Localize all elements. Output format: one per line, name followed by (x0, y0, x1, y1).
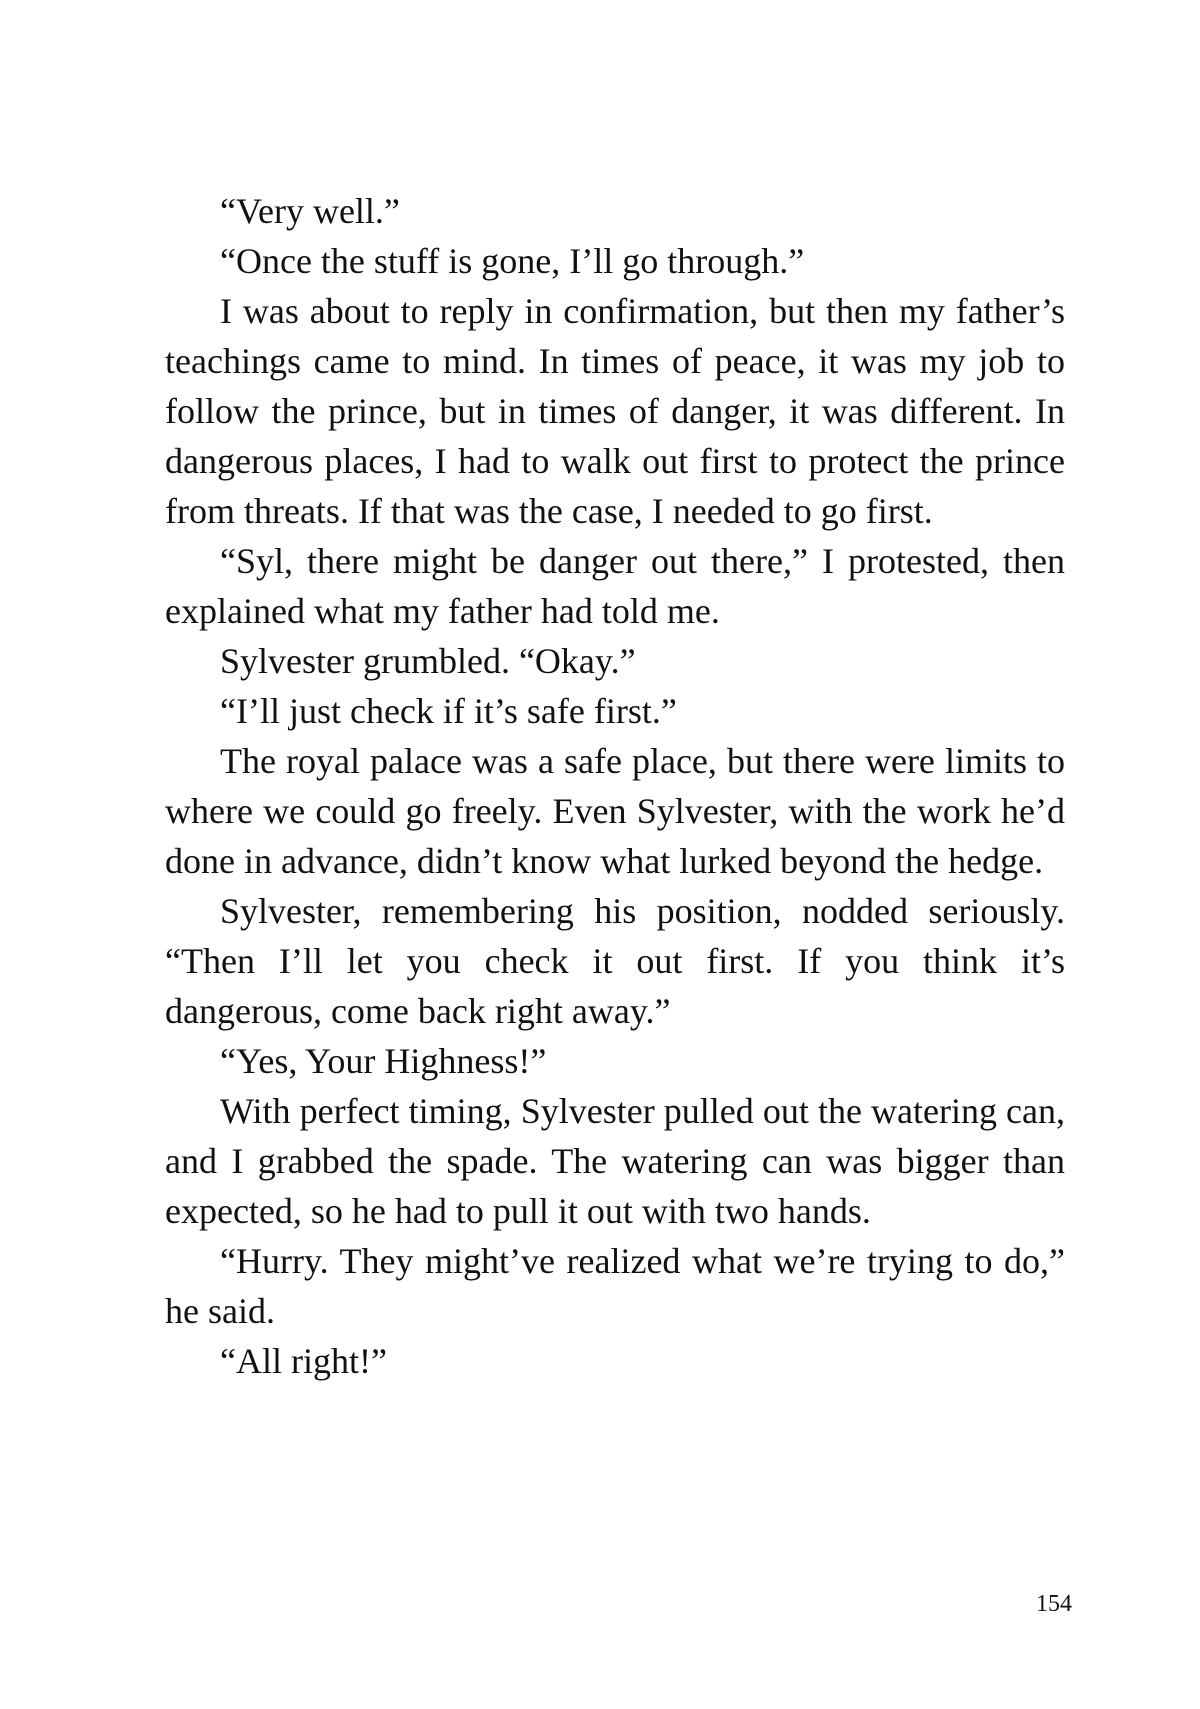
paragraph: “Hurry. They might’ve realized what we’re trying to do,” he said. (165, 1241, 1065, 1331)
paragraph: The royal palace was a safe place, but there were limits to where we could go freely. Even Sylvester, with the work he’d done in advance, didn’t know what lurked beyond the hedge. (165, 741, 1065, 881)
paragraph: Sylvester, remembering his position, nodded seriously. “Then I’ll let you check it out first. If you think it’s dangerous, come back right away.” (165, 891, 1065, 1031)
paragraph: “Very well.” (220, 191, 400, 231)
paragraph: “Once the stuff is gone, I’ll go through.” (220, 241, 805, 281)
paragraph: “Syl, there might be danger out there,” I protested, then explained what my father had told me. (165, 541, 1065, 631)
paragraph: “Yes, Your Highness!” (220, 1041, 547, 1081)
paragraph: Sylvester grumbled. “Okay.” (220, 641, 636, 681)
body-text (165, 186, 1065, 1386)
page-number: 154 (1036, 1591, 1072, 1617)
paragraph: “All right!” (220, 1341, 387, 1381)
paragraph: With perfect timing, Sylvester pulled out the watering can, and I grabbed the spade. The watering can was bigger than expected, so he had to pull it out with two hands. (165, 1091, 1065, 1231)
paragraph: “I’ll just check if it’s safe first.” (220, 691, 677, 731)
paragraph: I was about to reply in confirmation, but then my father’s teachings came to mind. In times of peace, it was my job to follow the prince, but in times of danger, it was different. In dangerous places, I had to walk out first to protect the prince from threats. If that was the case, I needed to go first. (165, 291, 1065, 531)
